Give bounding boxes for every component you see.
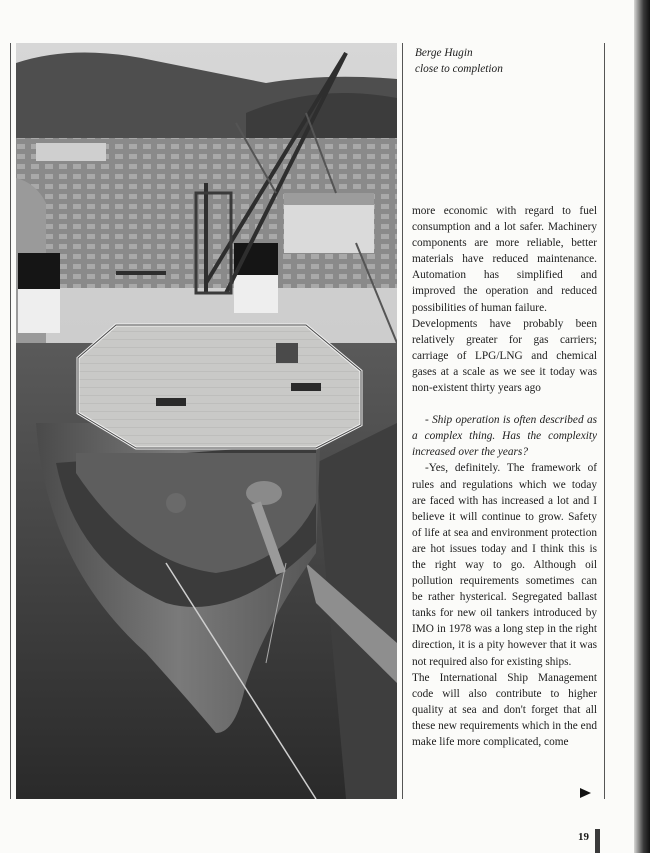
article-column bbox=[412, 203, 597, 750]
photo-caption bbox=[415, 46, 600, 77]
paragraph-spacer bbox=[412, 396, 597, 412]
right-column-rule bbox=[604, 43, 605, 799]
page-binding-shadow bbox=[634, 0, 650, 853]
left-column-rule bbox=[10, 43, 11, 799]
interview-question: - Ship operation is often described as a complex thing. Has the complexity increased over the years? bbox=[412, 414, 597, 459]
caption-description: close to completion bbox=[415, 62, 503, 75]
article-paragraph: The International Ship Management code will also contribute to higher quality at sea and don't forget that all these new requirements which in the end make life more complicated, come bbox=[412, 671, 597, 748]
middle-column-rule bbox=[402, 43, 403, 799]
continue-arrow-icon bbox=[580, 788, 591, 798]
page-edge-tab bbox=[595, 829, 600, 853]
caption-ship-name: Berge Hugin bbox=[415, 47, 473, 59]
article-paragraph: more economic with regard to fuel consumption and a lot safer. Machinery components are more reliable, better materials have reduced maintenance. Automation has simplified and improved the operation and reduced possibilities of human failure. bbox=[412, 205, 597, 314]
article-paragraph: Developments have probably been relatively greater for gas carriers; carriage of LPG/LNG and chemical gases at a scale as we see it today was non-existent thirty years ago bbox=[412, 317, 597, 395]
interview-answer: -Yes, definitely. The framework of rules and regulations which we today are faced with has increased a lot and I believe it will continue to grow. Safety of life at sea and environment protection are hot issues today and I think this is the right way to go. Although oil pollution requirements sometimes can be rather hysterical. Segregated ballast tanks for new oil tankers introduced by IMO in 1978 was a long step in the right direction, it is a pity however that it was not required also for existing ships. bbox=[412, 462, 597, 668]
ship-photograph bbox=[16, 43, 397, 799]
page-number: 19 bbox=[578, 831, 589, 843]
